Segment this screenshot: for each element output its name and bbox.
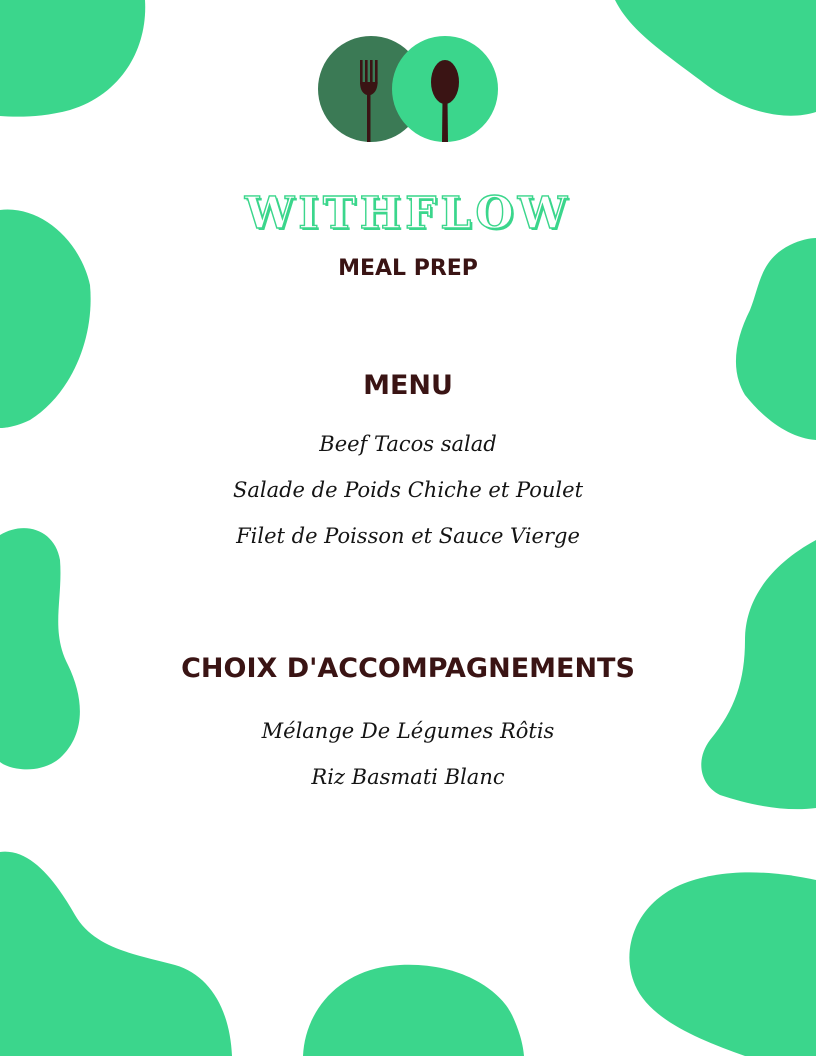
brand-subtitle: MEAL PREP [338,256,478,281]
blob-bottom-left [0,852,232,1056]
blob-bottom-right [629,872,816,1056]
menu-item: Filet de Poisson et Sauce Vierge [236,524,580,548]
blob-top-right [615,0,816,116]
blob-bottom-center [303,965,524,1056]
brand-title: WITHFLOW [244,188,572,239]
menu-heading: MENU [363,370,453,401]
menu-item: Beef Tacos salad [319,432,497,456]
side-item: Mélange De Légumes Rôtis [261,719,555,743]
logo [318,36,498,142]
blob-top-left [0,0,145,117]
sides-heading: CHOIX D'ACCOMPAGNEMENTS [181,653,635,684]
menu-item: Salade de Poids Chiche et Poulet [232,478,584,502]
side-item: Riz Basmati Blanc [311,765,505,789]
